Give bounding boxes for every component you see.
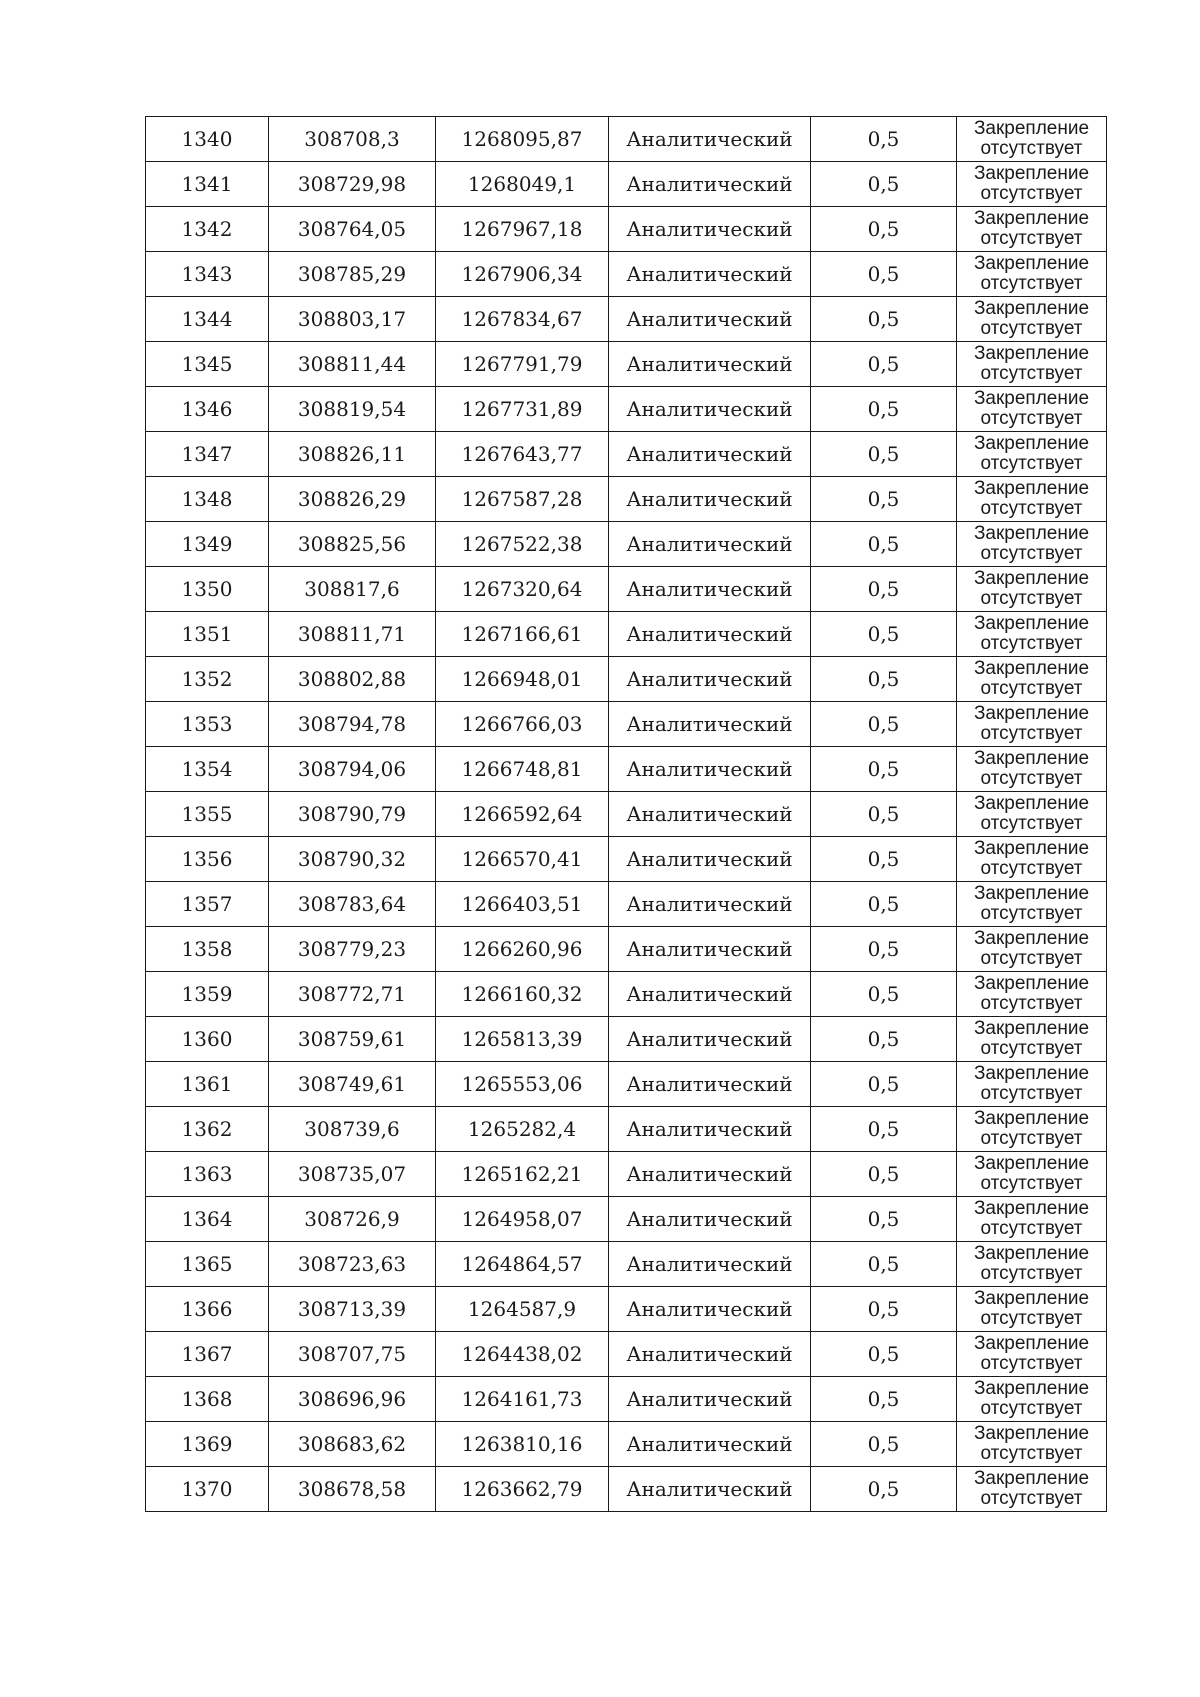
method-cell: Аналитический	[609, 432, 811, 477]
y-coordinate-cell: 1265553,06	[436, 1062, 609, 1107]
x-coordinate-cell: 308779,23	[269, 927, 436, 972]
marker-description-cell	[957, 612, 1107, 657]
marker-description-line-1: Закрепление	[973, 928, 1090, 949]
accuracy-cell: 0,5	[811, 1467, 957, 1512]
point-number-cell: 1365	[146, 1242, 269, 1287]
point-number-cell: 1360	[146, 1017, 269, 1062]
y-coordinate-cell: 1267791,79	[436, 342, 609, 387]
marker-description-line-1: Закрепление	[973, 343, 1090, 364]
marker-description-line-2: отсутствует	[980, 1128, 1083, 1149]
marker-description-line-1: Закрепление	[973, 1333, 1090, 1354]
x-coordinate-cell: 308723,63	[269, 1242, 436, 1287]
point-number-cell: 1344	[146, 297, 269, 342]
table-row	[146, 1377, 1107, 1422]
marker-description-line-1: Закрепление	[973, 793, 1090, 814]
marker-description-line-1: Закрепление	[973, 118, 1090, 139]
marker-description-line-1: Закрепление	[973, 1063, 1090, 1084]
marker-description-line-2: отсутствует	[980, 1353, 1083, 1374]
x-coordinate-cell: 308764,05	[269, 207, 436, 252]
accuracy-cell: 0,5	[811, 1332, 957, 1377]
marker-description-cell	[957, 1287, 1107, 1332]
x-coordinate-cell: 308790,32	[269, 837, 436, 882]
method-cell: Аналитический	[609, 342, 811, 387]
marker-description-line-1: Закрепление	[973, 838, 1090, 859]
y-coordinate-cell: 1268049,1	[436, 162, 609, 207]
accuracy-cell: 0,5	[811, 1422, 957, 1467]
accuracy-cell: 0,5	[811, 567, 957, 612]
x-coordinate-cell: 308678,58	[269, 1467, 436, 1512]
marker-description-cell	[957, 1467, 1107, 1512]
marker-description-line-2: отсутствует	[980, 858, 1083, 879]
accuracy-cell: 0,5	[811, 207, 957, 252]
method-cell: Аналитический	[609, 792, 811, 837]
method-cell: Аналитический	[609, 1062, 811, 1107]
point-number-cell: 1370	[146, 1467, 269, 1512]
marker-description-cell	[957, 1197, 1107, 1242]
marker-description-line-2: отсутствует	[980, 948, 1083, 969]
accuracy-cell: 0,5	[811, 792, 957, 837]
table-row	[146, 252, 1107, 297]
y-coordinate-cell: 1267906,34	[436, 252, 609, 297]
x-coordinate-cell: 308819,54	[269, 387, 436, 432]
method-cell: Аналитический	[609, 387, 811, 432]
point-number-cell: 1345	[146, 342, 269, 387]
point-number-cell: 1369	[146, 1422, 269, 1467]
x-coordinate-cell: 308794,06	[269, 747, 436, 792]
method-cell: Аналитический	[609, 1467, 811, 1512]
accuracy-cell: 0,5	[811, 342, 957, 387]
y-coordinate-cell: 1267834,67	[436, 297, 609, 342]
table-body	[146, 117, 1107, 1512]
table-row	[146, 702, 1107, 747]
point-number-cell: 1356	[146, 837, 269, 882]
x-coordinate-cell: 308759,61	[269, 1017, 436, 1062]
point-number-cell: 1353	[146, 702, 269, 747]
marker-description-cell	[957, 117, 1107, 162]
marker-description-line-2: отсутствует	[980, 1488, 1083, 1509]
y-coordinate-cell: 1265813,39	[436, 1017, 609, 1062]
table-row	[146, 837, 1107, 882]
accuracy-cell: 0,5	[811, 882, 957, 927]
accuracy-cell: 0,5	[811, 432, 957, 477]
marker-description-line-1: Закрепление	[973, 973, 1090, 994]
x-coordinate-cell: 308735,07	[269, 1152, 436, 1197]
table-row	[146, 1017, 1107, 1062]
marker-description-line-2: отсутствует	[980, 1173, 1083, 1194]
marker-description-line-2: отсутствует	[980, 1218, 1083, 1239]
method-cell: Аналитический	[609, 927, 811, 972]
table-row	[146, 927, 1107, 972]
y-coordinate-cell: 1267643,77	[436, 432, 609, 477]
point-number-cell: 1352	[146, 657, 269, 702]
marker-description-line-2: отсутствует	[980, 993, 1083, 1014]
method-cell: Аналитический	[609, 567, 811, 612]
accuracy-cell: 0,5	[811, 927, 957, 972]
point-number-cell: 1349	[146, 522, 269, 567]
marker-description-line-1: Закрепление	[973, 1288, 1090, 1309]
point-number-cell: 1363	[146, 1152, 269, 1197]
marker-description-line-2: отсутствует	[980, 588, 1083, 609]
marker-description-line-1: Закрепление	[973, 883, 1090, 904]
method-cell: Аналитический	[609, 297, 811, 342]
marker-description-line-2: отсутствует	[980, 1443, 1083, 1464]
marker-description-line-1: Закрепление	[973, 163, 1090, 184]
x-coordinate-cell: 308772,71	[269, 972, 436, 1017]
table-row	[146, 297, 1107, 342]
accuracy-cell: 0,5	[811, 1242, 957, 1287]
marker-description-cell	[957, 792, 1107, 837]
y-coordinate-cell: 1266260,96	[436, 927, 609, 972]
marker-description-line-2: отсутствует	[980, 183, 1083, 204]
x-coordinate-cell: 308826,29	[269, 477, 436, 522]
marker-description-line-1: Закрепление	[973, 253, 1090, 274]
marker-description-cell	[957, 387, 1107, 432]
marker-description-line-1: Закрепление	[973, 523, 1090, 544]
method-cell: Аналитический	[609, 1197, 811, 1242]
x-coordinate-cell: 308726,9	[269, 1197, 436, 1242]
y-coordinate-cell: 1267320,64	[436, 567, 609, 612]
x-coordinate-cell: 308802,88	[269, 657, 436, 702]
marker-description-line-2: отсутствует	[980, 1083, 1083, 1104]
y-coordinate-cell: 1264587,9	[436, 1287, 609, 1332]
accuracy-cell: 0,5	[811, 747, 957, 792]
marker-description-cell	[957, 162, 1107, 207]
method-cell: Аналитический	[609, 1422, 811, 1467]
table-row	[146, 1422, 1107, 1467]
boundary-points-table	[145, 116, 1107, 1512]
marker-description-line-1: Закрепление	[973, 1423, 1090, 1444]
point-number-cell: 1367	[146, 1332, 269, 1377]
y-coordinate-cell: 1265282,4	[436, 1107, 609, 1152]
point-number-cell: 1341	[146, 162, 269, 207]
y-coordinate-cell: 1266766,03	[436, 702, 609, 747]
method-cell: Аналитический	[609, 1287, 811, 1332]
marker-description-cell	[957, 972, 1107, 1017]
y-coordinate-cell: 1263662,79	[436, 1467, 609, 1512]
x-coordinate-cell: 308749,61	[269, 1062, 436, 1107]
table-row	[146, 522, 1107, 567]
table-row	[146, 1107, 1107, 1152]
table-row	[146, 747, 1107, 792]
marker-description-cell	[957, 297, 1107, 342]
marker-description-line-2: отсутствует	[980, 678, 1083, 699]
y-coordinate-cell: 1264161,73	[436, 1377, 609, 1422]
marker-description-line-2: отсутствует	[980, 138, 1083, 159]
marker-description-cell	[957, 1062, 1107, 1107]
method-cell: Аналитический	[609, 1107, 811, 1152]
marker-description-line-1: Закрепление	[973, 613, 1090, 634]
marker-description-cell	[957, 207, 1107, 252]
method-cell: Аналитический	[609, 162, 811, 207]
marker-description-line-1: Закрепление	[973, 1468, 1090, 1489]
marker-description-line-2: отсутствует	[980, 723, 1083, 744]
accuracy-cell: 0,5	[811, 1152, 957, 1197]
marker-description-line-1: Закрепление	[973, 1198, 1090, 1219]
accuracy-cell: 0,5	[811, 297, 957, 342]
point-number-cell: 1342	[146, 207, 269, 252]
point-number-cell: 1358	[146, 927, 269, 972]
accuracy-cell: 0,5	[811, 477, 957, 522]
marker-description-cell	[957, 1152, 1107, 1197]
marker-description-cell	[957, 1242, 1107, 1287]
method-cell: Аналитический	[609, 1377, 811, 1422]
marker-description-line-1: Закрепление	[973, 658, 1090, 679]
marker-description-line-1: Закрепление	[973, 568, 1090, 589]
accuracy-cell: 0,5	[811, 1062, 957, 1107]
y-coordinate-cell: 1264438,02	[436, 1332, 609, 1377]
marker-description-line-2: отсутствует	[980, 318, 1083, 339]
point-number-cell: 1361	[146, 1062, 269, 1107]
marker-description-line-2: отсутствует	[980, 543, 1083, 564]
method-cell: Аналитический	[609, 747, 811, 792]
point-number-cell: 1351	[146, 612, 269, 657]
marker-description-line-2: отсутствует	[980, 1038, 1083, 1059]
y-coordinate-cell: 1265162,21	[436, 1152, 609, 1197]
accuracy-cell: 0,5	[811, 117, 957, 162]
marker-description-line-2: отсутствует	[980, 768, 1083, 789]
x-coordinate-cell: 308785,29	[269, 252, 436, 297]
table-row	[146, 1062, 1107, 1107]
y-coordinate-cell: 1266748,81	[436, 747, 609, 792]
accuracy-cell: 0,5	[811, 387, 957, 432]
point-number-cell: 1366	[146, 1287, 269, 1332]
marker-description-line-1: Закрепление	[973, 1378, 1090, 1399]
point-number-cell: 1340	[146, 117, 269, 162]
y-coordinate-cell: 1266403,51	[436, 882, 609, 927]
accuracy-cell: 0,5	[811, 1107, 957, 1152]
accuracy-cell: 0,5	[811, 1287, 957, 1332]
accuracy-cell: 0,5	[811, 252, 957, 297]
x-coordinate-cell: 308803,17	[269, 297, 436, 342]
y-coordinate-cell: 1267967,18	[436, 207, 609, 252]
table-row	[146, 162, 1107, 207]
marker-description-line-1: Закрепление	[973, 1018, 1090, 1039]
marker-description-line-2: отсутствует	[980, 903, 1083, 924]
marker-description-cell	[957, 1017, 1107, 1062]
x-coordinate-cell: 308739,6	[269, 1107, 436, 1152]
table-row	[146, 882, 1107, 927]
marker-description-line-2: отсутствует	[980, 498, 1083, 519]
accuracy-cell: 0,5	[811, 1377, 957, 1422]
method-cell: Аналитический	[609, 1017, 811, 1062]
x-coordinate-cell: 308811,44	[269, 342, 436, 387]
marker-description-line-2: отсутствует	[980, 273, 1083, 294]
method-cell: Аналитический	[609, 837, 811, 882]
table-row	[146, 477, 1107, 522]
method-cell: Аналитический	[609, 882, 811, 927]
marker-description-cell	[957, 1107, 1107, 1152]
method-cell: Аналитический	[609, 657, 811, 702]
point-number-cell: 1348	[146, 477, 269, 522]
marker-description-line-1: Закрепление	[973, 703, 1090, 724]
marker-description-line-1: Закрепление	[973, 1153, 1090, 1174]
accuracy-cell: 0,5	[811, 162, 957, 207]
y-coordinate-cell: 1266592,64	[436, 792, 609, 837]
y-coordinate-cell: 1267731,89	[436, 387, 609, 432]
marker-description-cell	[957, 657, 1107, 702]
marker-description-line-1: Закрепление	[973, 1243, 1090, 1264]
x-coordinate-cell: 308817,6	[269, 567, 436, 612]
table-row	[146, 612, 1107, 657]
x-coordinate-cell: 308794,78	[269, 702, 436, 747]
marker-description-line-1: Закрепление	[973, 208, 1090, 229]
marker-description-line-1: Закрепление	[973, 388, 1090, 409]
marker-description-cell	[957, 1422, 1107, 1467]
marker-description-cell	[957, 567, 1107, 612]
marker-description-cell	[957, 432, 1107, 477]
point-number-cell: 1347	[146, 432, 269, 477]
marker-description-cell	[957, 522, 1107, 567]
table-row	[146, 1287, 1107, 1332]
point-number-cell: 1368	[146, 1377, 269, 1422]
x-coordinate-cell: 308708,3	[269, 117, 436, 162]
x-coordinate-cell: 308825,56	[269, 522, 436, 567]
marker-description-cell	[957, 702, 1107, 747]
method-cell: Аналитический	[609, 612, 811, 657]
marker-description-line-1: Закрепление	[973, 1108, 1090, 1129]
table-row	[146, 657, 1107, 702]
y-coordinate-cell: 1267522,38	[436, 522, 609, 567]
marker-description-cell	[957, 252, 1107, 297]
x-coordinate-cell: 308826,11	[269, 432, 436, 477]
accuracy-cell: 0,5	[811, 702, 957, 747]
y-coordinate-cell: 1266570,41	[436, 837, 609, 882]
x-coordinate-cell: 308783,64	[269, 882, 436, 927]
marker-description-line-2: отсутствует	[980, 813, 1083, 834]
point-number-cell: 1359	[146, 972, 269, 1017]
accuracy-cell: 0,5	[811, 837, 957, 882]
marker-description-cell	[957, 477, 1107, 522]
marker-description-line-2: отсутствует	[980, 1308, 1083, 1329]
point-number-cell: 1362	[146, 1107, 269, 1152]
point-number-cell: 1354	[146, 747, 269, 792]
method-cell: Аналитический	[609, 252, 811, 297]
point-number-cell: 1357	[146, 882, 269, 927]
point-number-cell: 1346	[146, 387, 269, 432]
method-cell: Аналитический	[609, 522, 811, 567]
marker-description-line-2: отсутствует	[980, 633, 1083, 654]
point-number-cell: 1364	[146, 1197, 269, 1242]
method-cell: Аналитический	[609, 702, 811, 747]
y-coordinate-cell: 1267587,28	[436, 477, 609, 522]
marker-description-line-2: отсутствует	[980, 453, 1083, 474]
table-row	[146, 432, 1107, 477]
method-cell: Аналитический	[609, 477, 811, 522]
x-coordinate-cell: 308696,96	[269, 1377, 436, 1422]
marker-description-line-2: отсутствует	[980, 408, 1083, 429]
marker-description-cell	[957, 1377, 1107, 1422]
x-coordinate-cell: 308729,98	[269, 162, 436, 207]
marker-description-cell	[957, 837, 1107, 882]
y-coordinate-cell: 1267166,61	[436, 612, 609, 657]
accuracy-cell: 0,5	[811, 522, 957, 567]
y-coordinate-cell: 1264958,07	[436, 1197, 609, 1242]
method-cell: Аналитический	[609, 1332, 811, 1377]
y-coordinate-cell: 1263810,16	[436, 1422, 609, 1467]
y-coordinate-cell: 1266160,32	[436, 972, 609, 1017]
x-coordinate-cell: 308713,39	[269, 1287, 436, 1332]
y-coordinate-cell: 1264864,57	[436, 1242, 609, 1287]
x-coordinate-cell: 308683,62	[269, 1422, 436, 1467]
marker-description-line-2: отсутствует	[980, 363, 1083, 384]
method-cell: Аналитический	[609, 1152, 811, 1197]
marker-description-line-1: Закрепление	[973, 748, 1090, 769]
table-row	[146, 1242, 1107, 1287]
table-row	[146, 117, 1107, 162]
marker-description-line-2: отсутствует	[980, 228, 1083, 249]
marker-description-line-2: отсутствует	[980, 1263, 1083, 1284]
x-coordinate-cell: 308707,75	[269, 1332, 436, 1377]
y-coordinate-cell: 1268095,87	[436, 117, 609, 162]
marker-description-line-2: отсутствует	[980, 1398, 1083, 1419]
method-cell: Аналитический	[609, 117, 811, 162]
point-number-cell: 1343	[146, 252, 269, 297]
marker-description-cell	[957, 342, 1107, 387]
table-row	[146, 1197, 1107, 1242]
table-row	[146, 567, 1107, 612]
marker-description-cell	[957, 1332, 1107, 1377]
x-coordinate-cell: 308811,71	[269, 612, 436, 657]
table-row	[146, 792, 1107, 837]
accuracy-cell: 0,5	[811, 1197, 957, 1242]
table-row	[146, 972, 1107, 1017]
accuracy-cell: 0,5	[811, 1017, 957, 1062]
marker-description-cell	[957, 882, 1107, 927]
table-row	[146, 1332, 1107, 1377]
point-number-cell: 1350	[146, 567, 269, 612]
table-row	[146, 1152, 1107, 1197]
marker-description-cell	[957, 747, 1107, 792]
marker-description-line-1: Закрепление	[973, 478, 1090, 499]
marker-description-line-1: Закрепление	[973, 433, 1090, 454]
table-row	[146, 1467, 1107, 1512]
method-cell: Аналитический	[609, 972, 811, 1017]
accuracy-cell: 0,5	[811, 657, 957, 702]
accuracy-cell: 0,5	[811, 972, 957, 1017]
point-number-cell: 1355	[146, 792, 269, 837]
table-row	[146, 207, 1107, 252]
table-row	[146, 387, 1107, 432]
y-coordinate-cell: 1266948,01	[436, 657, 609, 702]
method-cell: Аналитический	[609, 207, 811, 252]
x-coordinate-cell: 308790,79	[269, 792, 436, 837]
marker-description-line-1: Закрепление	[973, 298, 1090, 319]
marker-description-cell	[957, 927, 1107, 972]
table-row	[146, 342, 1107, 387]
accuracy-cell: 0,5	[811, 612, 957, 657]
method-cell: Аналитический	[609, 1242, 811, 1287]
